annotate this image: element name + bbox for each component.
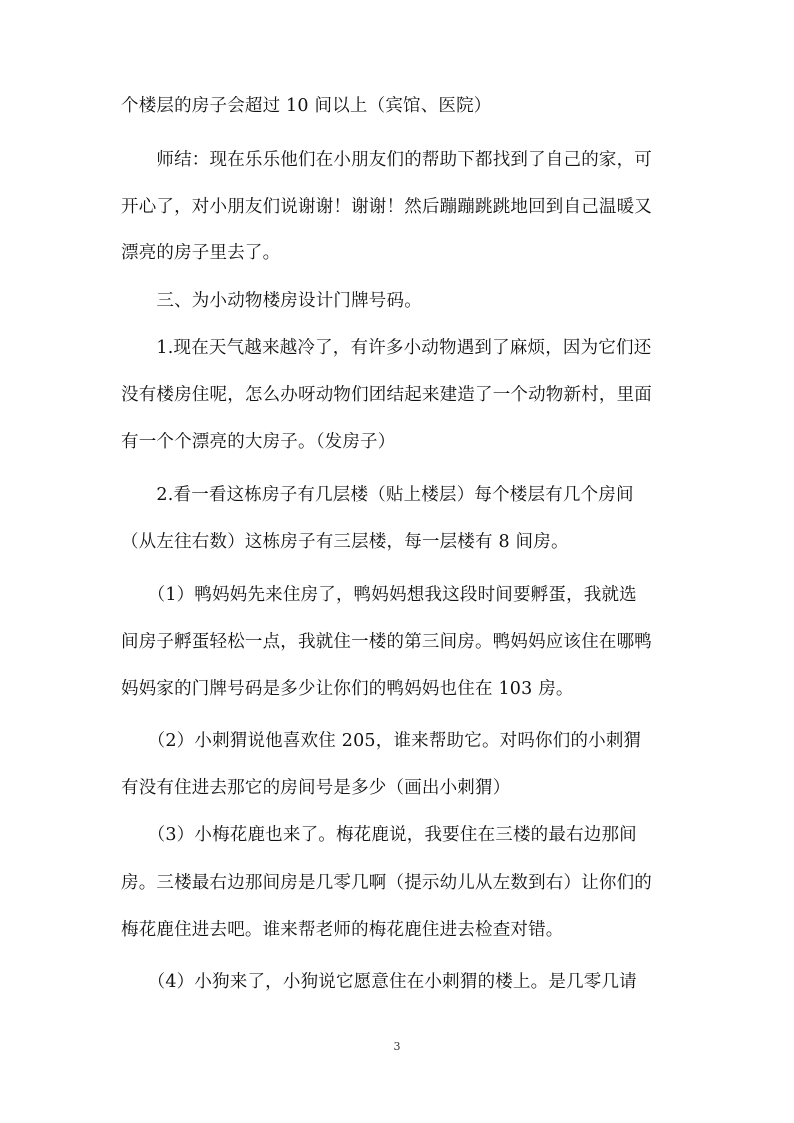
text-line: 开心了，对小朋友们说谢谢！谢谢！然后蹦蹦跳跳地回到自己温暖又 (121, 197, 652, 217)
text-line: （2）小刺猬说他喜欢住 205，谁来帮助它。对吗你们的小刺猬 (121, 731, 642, 751)
text-line: 有没有住进去那它的房间号是多少（画出小刺猬） (121, 778, 511, 798)
section-heading: 三、为小动物楼房设计门牌号码。 (121, 291, 422, 311)
text-line: （4）小狗来了，小狗说它愿意住在小刺猬的楼上。是几零几请 (121, 972, 637, 992)
text-line: 师结：现在乐乐他们在小朋友们的帮助下都找到了自己的家，可 (121, 150, 652, 170)
text-line: 妈妈家的门牌号码是多少让你们的鸭妈妈也住在 103 房。 (121, 679, 574, 699)
page-number: 3 (393, 1040, 401, 1053)
text-line: （3）小梅花鹿也来了。梅花鹿说，我要住在三楼的最右边那间 (121, 825, 637, 845)
text-line: 间房子孵蛋轻松一点，我就住一楼的第三间房。鸭妈妈应该住在哪鸭 (121, 632, 652, 652)
text-line: 有一个个漂亮的大房子。（发房子） (121, 432, 396, 452)
text-line: 漂亮的房子里去了。 (121, 243, 281, 263)
text-line: 个楼层的房子会超过 10 间以上（宾馆、医院） (121, 96, 492, 116)
text-line: 房。三楼最右边那间房是几零几啊（提示幼儿从左数到右）让你们的 (121, 873, 652, 893)
text-line: （从左往右数）这栋房子有三层楼，每一层楼有 8 间房。 (121, 532, 569, 552)
text-line: （1）鸭妈妈先来住房了，鸭妈妈想我这段时间要孵蛋，我就选 (121, 585, 637, 605)
text-line: 梅花鹿住进去吧。谁来帮老师的梅花鹿住进去检查对错。 (121, 920, 564, 940)
text-line: 没有楼房住呢，怎么办呀动物们团结起来建造了一个动物新村，里面 (121, 385, 652, 405)
text-line: 1.现在天气越来越冷了，有许多小动物遇到了麻烦，因为它们还 (121, 338, 652, 358)
text-line: 2.看一看这栋房子有几层楼（贴上楼层）每个楼层有几个房间 (121, 485, 634, 505)
